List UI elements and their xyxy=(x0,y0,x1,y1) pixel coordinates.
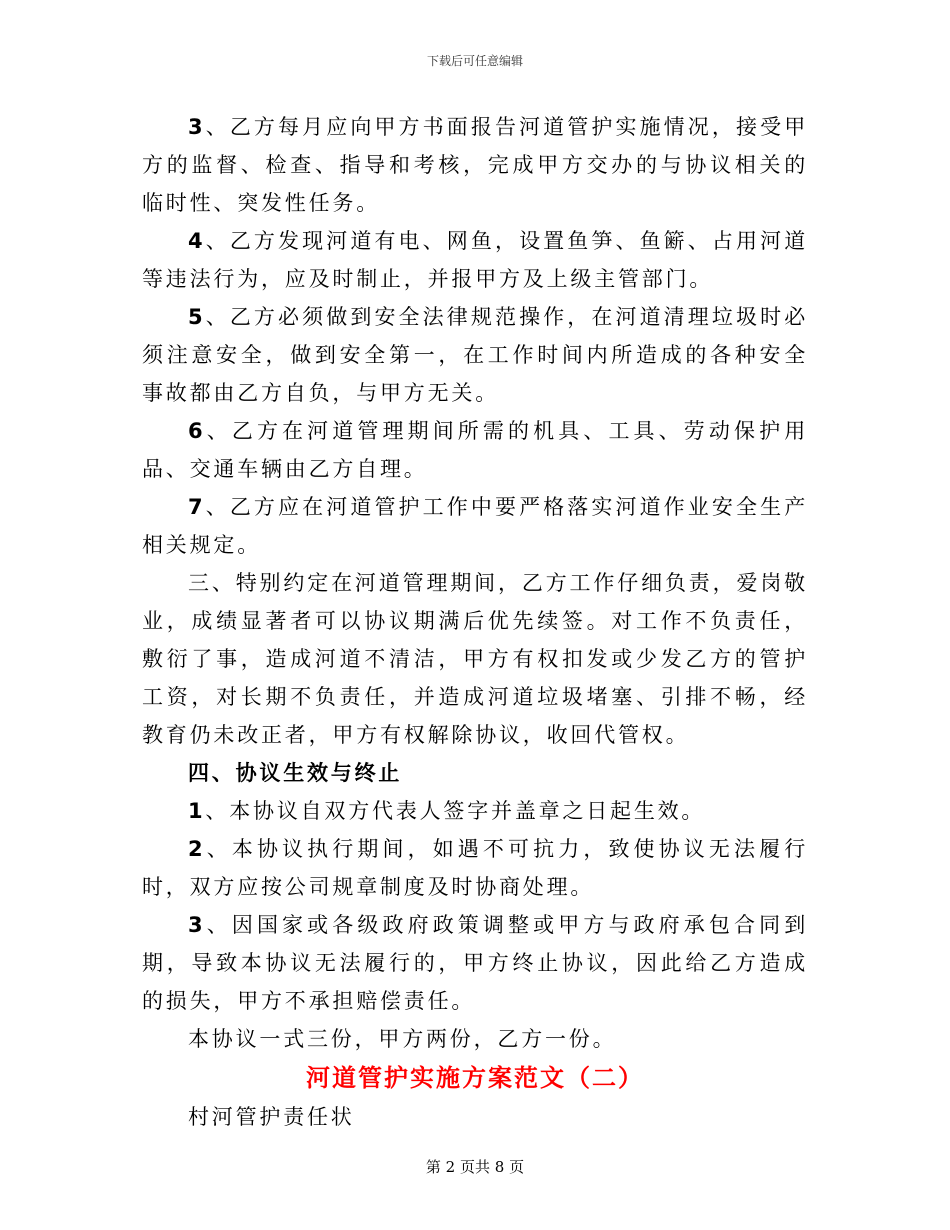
clause-text: 、乙方发现河道有电、网鱼，设置鱼笋、鱼簖、占用河道等违法行为，应及时制止，并报甲方及上级主管部门。 xyxy=(142,229,808,291)
clause-item-3 xyxy=(142,108,808,222)
effect-item-2 xyxy=(142,830,808,906)
clause-text: 、乙方应在河道管护工作中要严格落实河道作业安全生产相关规定。 xyxy=(142,495,808,557)
clause-text: 、乙方在河道管理期间所需的机具、工具、劳动保护用品、交通车辆由乙方自理。 xyxy=(142,419,808,481)
clause-item-7 xyxy=(142,488,808,564)
clause-text: 、本协议执行期间，如遇不可抗力，致使协议无法履行时，双方应按公司规章制度及时协商处理。 xyxy=(142,837,808,899)
clause-number: 5 xyxy=(188,305,206,329)
special-clause: 三、特别约定在河道管理期间，乙方工作仔细负责，爱岗敬业，成绩显著者可以协议期满后优先续签。对工作不负责任，敷衍了事，造成河道不清洁，甲方有权扣发或少发乙方的管护工资，对长期不负责任，并造成河道垃圾堵塞、引排不畅，经教育仍未改正者，甲方有权解除协议，收回代管权。 xyxy=(142,571,808,747)
effect-item-3 xyxy=(142,906,808,1020)
subtitle: 村河管护责任状 xyxy=(188,1105,355,1129)
effect-item-1 xyxy=(142,792,808,830)
page-footer: 第 2 页共 8 页 xyxy=(425,1158,525,1176)
clause-text: 、因国家或各级政府政策调整或甲方与政府承包合同到期，导致本协议无法履行的，甲方终止协议，因此给乙方造成的损失，甲方不承担赔偿责任。 xyxy=(142,913,808,1013)
clause-item-6 xyxy=(142,412,808,488)
clause-number: 2 xyxy=(188,837,206,861)
clause-number: 4 xyxy=(188,229,206,253)
clause-number: 3 xyxy=(188,115,206,139)
clause-text: 、乙方每月应向甲方书面报告河道管护实施情况，接受甲方的监督、检查、指导和考核，完成甲方交办的与协议相关的临时性、突发性任务。 xyxy=(142,115,808,215)
section-heading: 四、协议生效与终止 xyxy=(188,760,403,785)
section-title: 河道管护实施方案范文（二） xyxy=(306,1063,644,1092)
clause-number: 7 xyxy=(188,495,206,519)
clause-text: 、本协议自双方代表人签字并盖章之日起生效。 xyxy=(205,799,706,823)
document-body xyxy=(142,108,808,1136)
clause-number: 1 xyxy=(188,799,206,823)
clause-item-5 xyxy=(142,298,808,412)
copies-note: 本协议一式三份，甲方两份，乙方一份。 xyxy=(188,1027,617,1051)
clause-text: 、乙方必须做到安全法律规范操作，在河道清理垃圾时必须注意安全，做到安全第一，在工作时间内所造成的各种安全事故都由乙方自负，与甲方无关。 xyxy=(142,305,808,405)
clause-item-4 xyxy=(142,222,808,298)
header-note: 下载后可任意编辑 xyxy=(426,54,523,68)
clause-number: 6 xyxy=(188,419,206,443)
clause-number: 3 xyxy=(188,913,206,937)
